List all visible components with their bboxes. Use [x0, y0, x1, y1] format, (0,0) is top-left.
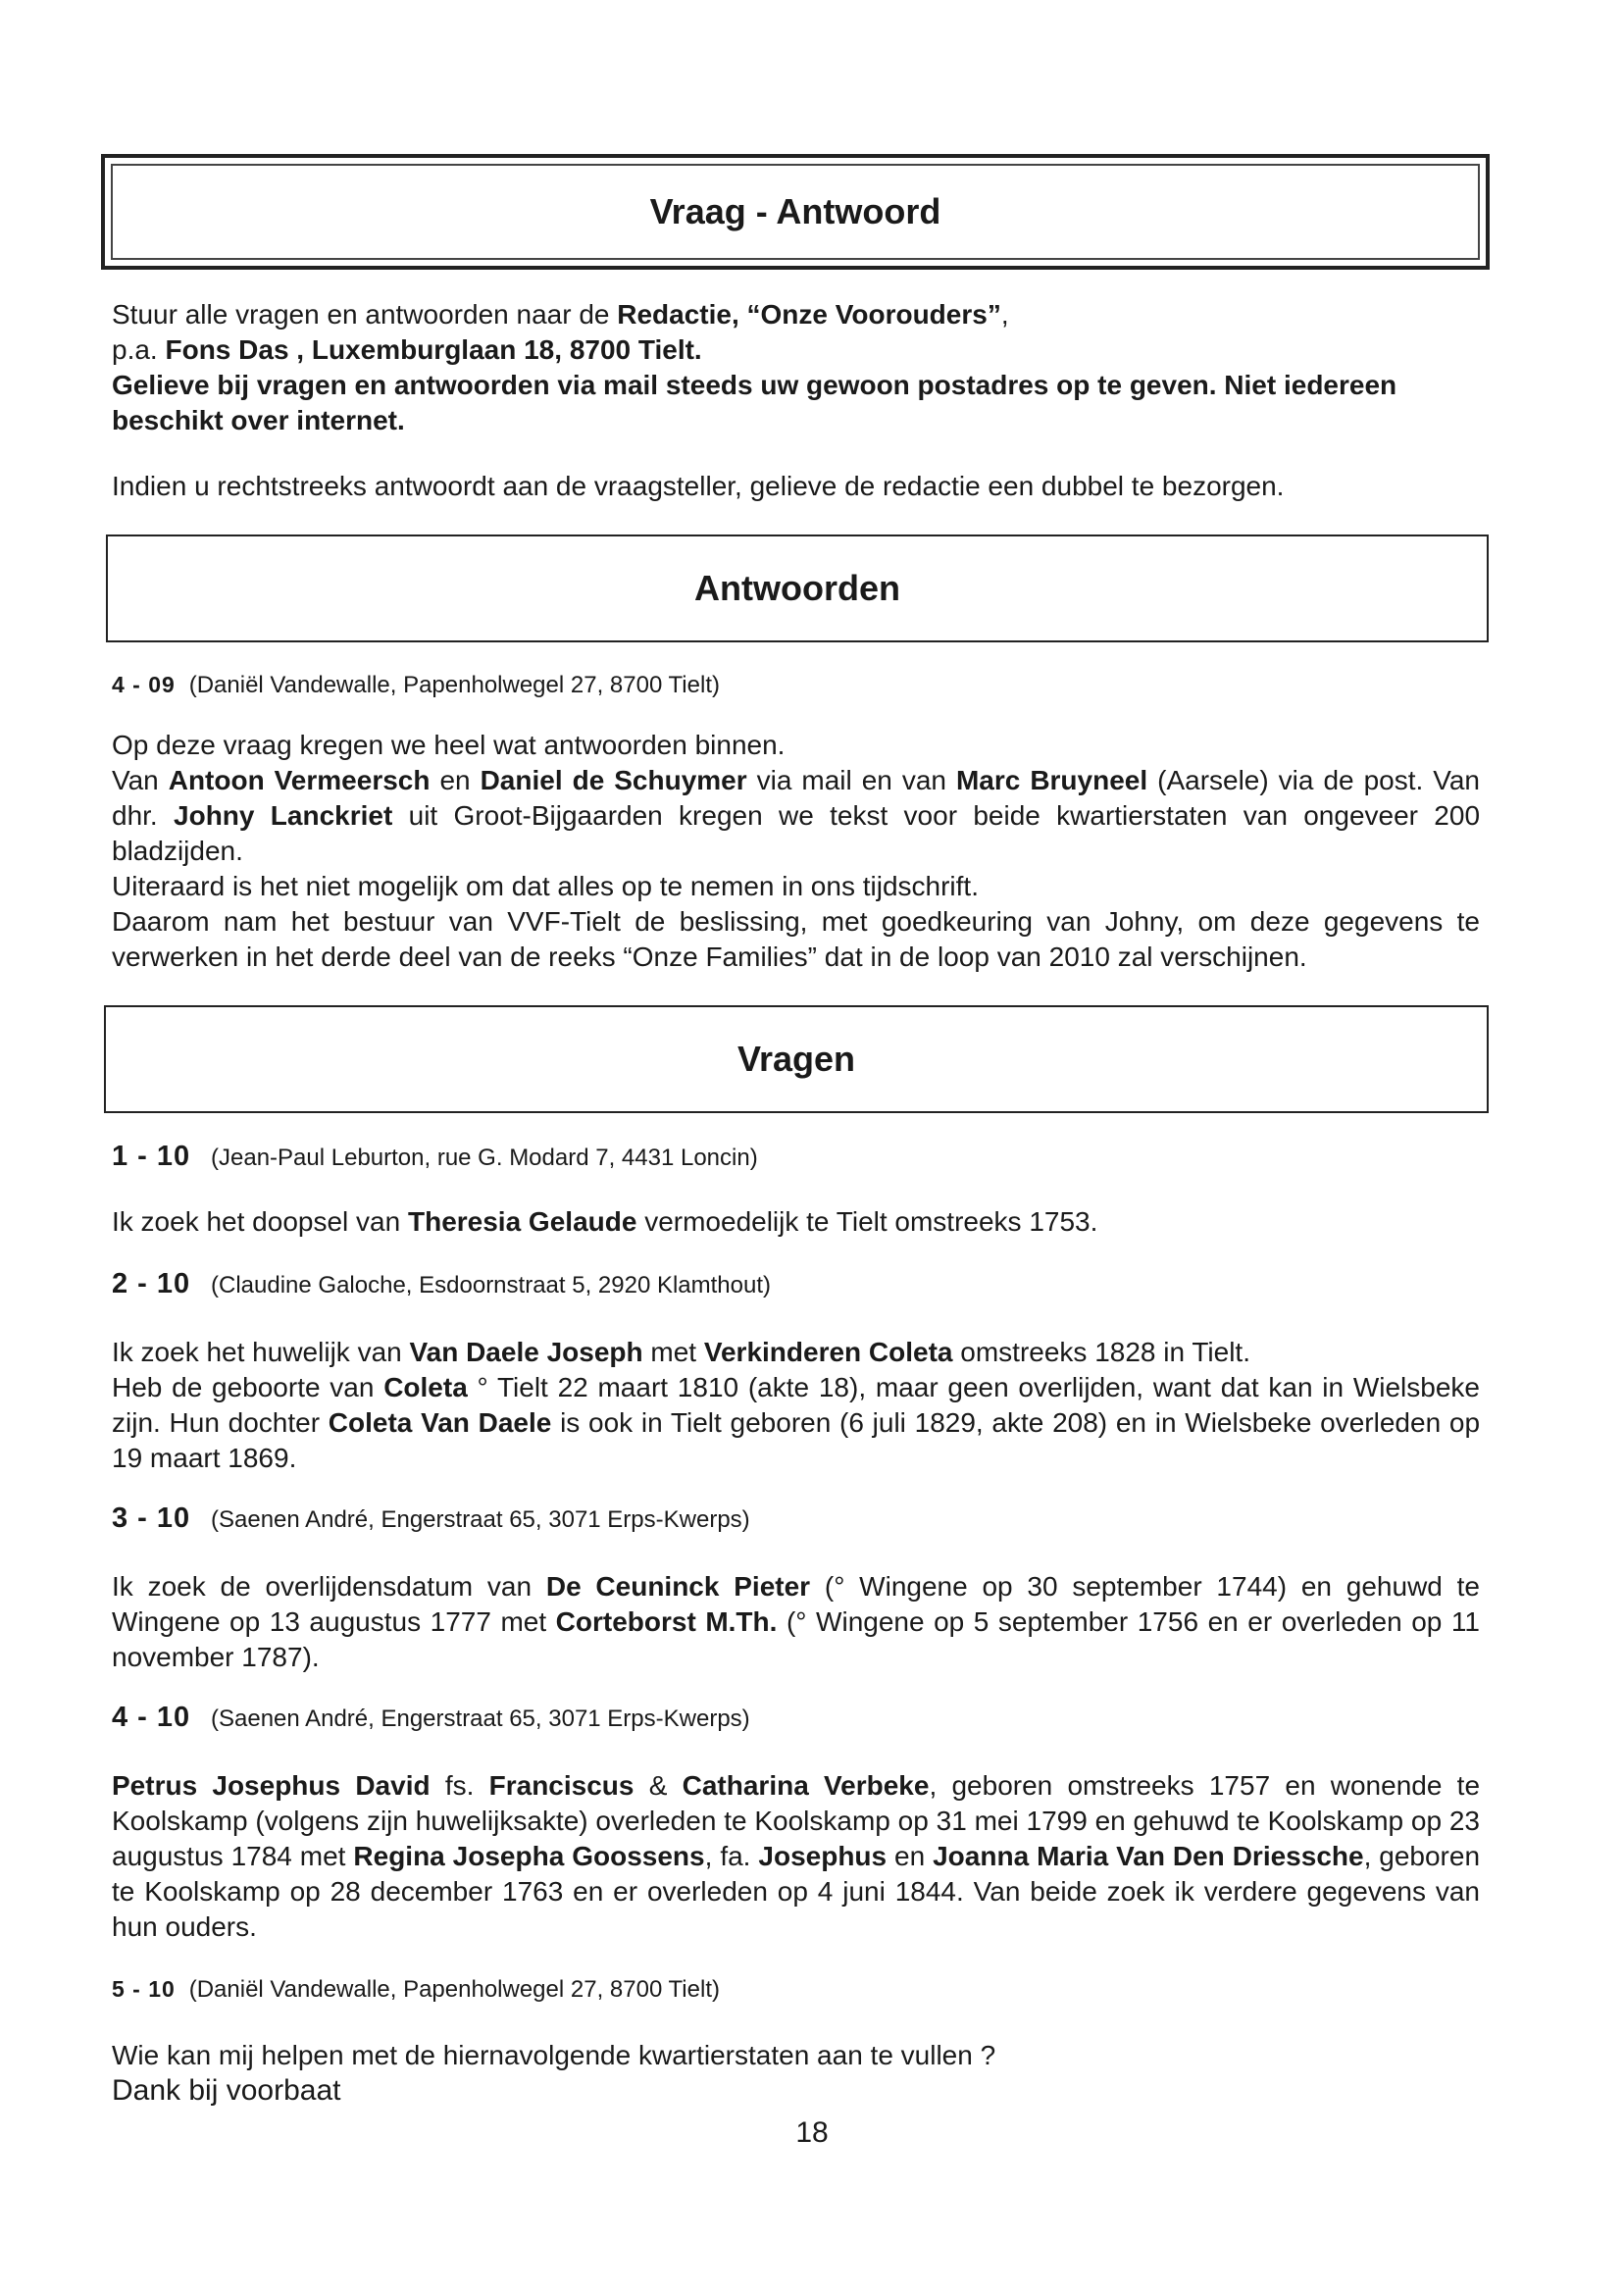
question-body: [112, 1204, 1480, 1240]
answer-line: Uiteraard is het niet mogelijk om dat alles op te nemen in ons tijdschrift.: [112, 871, 979, 901]
person-name: Van Daele Joseph: [409, 1337, 643, 1367]
question-body: [112, 1768, 1480, 1945]
page-number: 18: [795, 2116, 829, 2149]
person-name: Johny Lanckriet: [174, 800, 393, 831]
vragen-title-box: [104, 1005, 1489, 1113]
person-name: Coleta Van Daele: [328, 1407, 552, 1438]
person-name: De Ceuninck Pieter: [545, 1571, 811, 1602]
question-text: Wie kan mij helpen met de hiernavolgende kwartierstaten aan te vullen ?: [112, 2040, 996, 2070]
question-header: [112, 1975, 720, 2004]
answer-text: Van: [112, 765, 169, 795]
question-header: [112, 1141, 758, 1173]
antwoorden-title: Antwoorden: [694, 568, 900, 608]
person-name: Antoon Vermeersch: [168, 765, 431, 795]
question-address: (Saenen André, Engerstraat 65, 3071 Erps-Kwerps): [211, 1706, 750, 1732]
antwoorden-title-box: [106, 535, 1489, 642]
question-number: 1 - 10: [112, 1141, 191, 1172]
question-number: 2 - 10: [112, 1268, 191, 1299]
answer-body: [112, 728, 1480, 975]
answer-text: uit Groot-Bijgaarden kregen we tekst voor beide kwartierstaten van ongeveer 200 bladzijden.: [112, 800, 1481, 866]
question-text: , fa.: [704, 1841, 759, 1871]
question-text: (° Wingene op 30 september 1744) en gehuwd te Wingene op 13 augustus 1777 met: [112, 1571, 1480, 1637]
question-number: 3 - 10: [112, 1502, 191, 1534]
question-text: is ook in Tielt geboren (6 juli 1829, akte 208) en in Wielsbeke overleden op 19 maart 1869.: [112, 1407, 1481, 1473]
person-name: Coleta: [383, 1372, 468, 1402]
person-name: Corteborst M.Th.: [555, 1606, 778, 1637]
question-text: Ik zoek het huwelijk van: [112, 1337, 410, 1367]
direct-answer-note: Indien u rechtstreeks antwoordt aan de vraagsteller, gelieve de redactie een dubbel te bezorgen.: [112, 471, 1285, 501]
question-body: [112, 1569, 1480, 1675]
question-text: (° Wingene op 5 september 1756 en er overleden op 11 november 1787).: [112, 1606, 1480, 1672]
intro-text: Stuur alle vragen en antwoorden naar de: [112, 299, 618, 330]
redactie-name: Redactie, “Onze Voorouders”: [617, 299, 1001, 330]
person-name: Petrus Josephus David: [112, 1770, 431, 1801]
answer-header: [112, 671, 720, 699]
answer-text: via mail en van: [746, 765, 956, 795]
question-header: [112, 1268, 771, 1300]
question-text: Ik zoek het doopsel van: [112, 1206, 408, 1237]
person-name: Regina Josepha Goossens: [353, 1841, 705, 1871]
answer-address: (Daniël Vandewalle, Papenholwegel 27, 8700 Tielt): [188, 672, 720, 698]
section-title-box: [101, 154, 1490, 270]
person-name: Marc Bruyneel: [955, 765, 1148, 795]
answer-text: en: [430, 765, 481, 795]
question-body: [112, 1335, 1480, 1476]
person-name: Franciscus: [488, 1770, 634, 1801]
question-text: Ik zoek de overlijdensdatum van: [112, 1571, 546, 1602]
question-text: Heb de geboorte van: [112, 1372, 384, 1402]
question-text: &: [634, 1770, 683, 1801]
person-name: Theresia Gelaude: [407, 1206, 637, 1237]
question-header: [112, 1502, 750, 1535]
closing-text: Dank bij voorbaat: [112, 2074, 341, 2107]
answer-line: Op deze vraag kregen we heel wat antwoorden binnen.: [112, 730, 786, 760]
intro-paragraph: [112, 297, 1480, 438]
question-address: (Saenen André, Engerstraat 65, 3071 Erps-Kwerps): [211, 1506, 750, 1533]
person-name: Josephus: [758, 1841, 888, 1871]
person-name: Daniel de Schuymer: [480, 765, 747, 795]
question-number: 5 - 10: [112, 1976, 176, 2002]
answer-text: (Aarsele) via de post. Van dhr.: [112, 765, 1481, 831]
vragen-title: Vragen: [736, 1039, 856, 1079]
answer-number: 4 - 09: [112, 672, 176, 697]
person-name: Verkinderen Coleta: [703, 1337, 953, 1367]
question-text: vermoedelijk te Tielt omstreeks 1753.: [636, 1206, 1098, 1237]
intro-text-end: ,: [1000, 299, 1009, 330]
question-address: (Daniël Vandewalle, Papenholwegel 27, 8700 Tielt): [188, 1976, 720, 2003]
question-text: , geboren omstreeks 1757 en wonende te Koolskamp (volgens zijn huwelijksakte) overleden te Koolskamp op 31 mei 1799 en gehuwd te Koolskamp op 23 augustus 1784 met: [112, 1770, 1481, 1871]
question-text: fs.: [430, 1770, 489, 1801]
page-title: Vraag - Antwoord: [649, 191, 941, 231]
question-text: , geboren te Koolskamp op 28 december 1763 en er overleden op 4 juni 1844. Van beide zoek ik verdere gegevens van hun ouders.: [112, 1841, 1481, 1942]
question-text: met: [642, 1337, 704, 1367]
mail-notice: Gelieve bij vragen en antwoorden via mail steeds uw gewoon postadres op te geven. Niet iedereen beschikt over internet.: [112, 370, 1397, 435]
question-header: [112, 1702, 750, 1734]
question-body: [112, 2038, 1480, 2109]
question-address: (Claudine Galoche, Esdoornstraat 5, 2920 Klamthout): [211, 1272, 772, 1298]
pa-prefix: p.a.: [112, 334, 166, 365]
person-name: Catharina Verbeke: [682, 1770, 930, 1801]
question-text: omstreeks 1828 in Tielt.: [952, 1337, 1250, 1367]
redactie-address: Fons Das , Luxemburglaan 18, 8700 Tielt.: [165, 334, 702, 365]
question-address: (Jean-Paul Leburton, rue G. Modard 7, 4431 Loncin): [211, 1145, 758, 1171]
question-text: en: [887, 1841, 934, 1871]
question-number: 4 - 10: [112, 1702, 191, 1733]
question-text: ° Tielt 22 maart 1810 (akte 18), maar geen overlijden, want dat kan in Wielsbeke zijn. Hun dochter: [112, 1372, 1480, 1438]
person-name: Joanna Maria Van Den Driessche: [933, 1841, 1364, 1871]
answer-line: Daarom nam het bestuur van VVF-Tielt de beslissing, met goedkeuring van Johny, om deze gegevens te verwerken in het derde deel van de reeks “Onze Families” dat in de loop van 2010 zal verschijnen.: [112, 906, 1480, 972]
